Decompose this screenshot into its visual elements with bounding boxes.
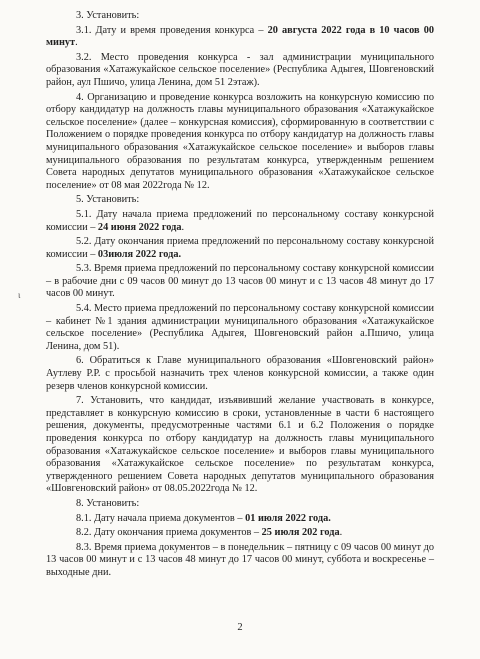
paragraph-text: 5.4. Место приема предложений по персональному составу конкурсной комиссии – кабинет №1 здания администрации муниципального образования «Хатажукайское сельское поселение» (Республика Адыгея, Шовгеновский район а.Пшичо, улица Ленина, дом 51). bbox=[46, 303, 434, 352]
paragraph-p9 bbox=[46, 303, 434, 353]
paragraph-text: 8.3. Время приема документов – в понедельник – пятницу с 09 часов 00 минут до 13 часов 00 минут и с 13 часов 48 минут до 17 часов 00 минут, суббота и воскресенье – выходные дни. bbox=[46, 541, 434, 578]
paragraph-text: 6. Обратиться к Главе муниципального образования «Шовгеновский район» Аутлеву Р.Р. с просьбой назначить трех членов конкурсной комиссии, а также один резерв членов конкурсной комиссии. bbox=[46, 355, 434, 392]
paragraph-p14 bbox=[46, 527, 434, 540]
paragraph-text: 03июля 2022 года. bbox=[97, 248, 182, 260]
paragraph-p1 bbox=[46, 10, 434, 23]
paragraph-text: 5.3. Время приема предложений по персональному составу конкурсной комиссии – в рабочие дни с 09 часов 00 минут до 13 часов 00 минут и с 13 часов 48 минут до 17 часов 00 минут. bbox=[46, 263, 434, 300]
paragraph-p15 bbox=[46, 542, 434, 580]
paragraph-text: . bbox=[75, 37, 78, 49]
paragraph-p11 bbox=[46, 395, 434, 496]
paragraph-text: 5.1. Дату начала приема предложений по персональному составу конкурсной комиссии – bbox=[46, 208, 434, 233]
paragraph-p5 bbox=[46, 194, 434, 207]
paragraph-p6 bbox=[46, 209, 434, 234]
document-body bbox=[46, 10, 434, 582]
paragraph-text: 20 августа 2022 года в 10 часов 00 минут bbox=[46, 24, 435, 49]
paragraph-p12 bbox=[46, 498, 434, 511]
paragraph-text: . bbox=[181, 221, 185, 233]
paragraph-text: 01 июля 2022 года. bbox=[245, 512, 331, 524]
paragraph-text: 8.2. Дату окончания приема документов – bbox=[76, 527, 262, 539]
paragraph-p4 bbox=[46, 92, 434, 193]
paragraph-p10 bbox=[46, 355, 434, 393]
page-number: 2 bbox=[237, 622, 243, 633]
paragraph-p13 bbox=[46, 513, 434, 526]
paragraph-text: 8. Установить: bbox=[76, 497, 140, 509]
paragraph-text: 7. Установить, что кандидат, изъявивший желание участвовать в конкурсе, представляет в конкурсную комиссию в сроки, установленные в части 6 настоящего решения, документы, предусмотренные частями 6.1 и 6.2 Положения о порядке проведения конкурса по отбору кандидатур на должность главы муниципального образования «Хатажукайское сельское поселение» и выборов главы муниципального образования «Хатажукайское сельское поселение» по результатам конкурса, утвержденного решением Совета народных депутатов муниципального образования «Шовгеновский район» от 08.05.2022года № 12. bbox=[46, 395, 434, 495]
paragraph-p2 bbox=[46, 25, 434, 50]
paragraph-text: 3. Установить: bbox=[76, 10, 140, 21]
paragraph-p8 bbox=[46, 263, 434, 301]
paragraph-text: 25 июля 202 года bbox=[261, 527, 340, 539]
margin-mark: ι bbox=[18, 290, 21, 300]
paragraph-text: 4. Организацию и проведение конкурса возложить на конкурсную комиссию по отбору кандидатур на должность главы муниципального образования «Хатажукайское сельское поселение» (далее – конкурсная комиссия), сформированную в соответствии с Положением о порядке проведения конкурса по отбору кандидатур на должность главы муниципального образования «Хатажукайское сельское поселение» и выборов главы муниципального образования по результатам конкурса, утвержденным решением Совета народных депутатов муниципального образования «Хатажукайское сельское поселение» от 08 мая 2022года № 12. bbox=[46, 91, 434, 191]
paragraph-text: 24 июня 2022 года bbox=[97, 221, 182, 233]
paragraph-text: 8.1. Дату начала приема документов – bbox=[76, 512, 246, 524]
paragraph-text: . bbox=[339, 527, 343, 539]
paragraph-text: 5. Установить: bbox=[76, 194, 140, 206]
paragraph-p3 bbox=[46, 52, 434, 90]
paragraph-text: 3.1. Дату и время проведения конкурса – bbox=[76, 24, 268, 36]
paragraph-text: 3.2. Место проведения конкурса - зал администрации муниципального образования «Хатажукайское сельское поселение» (Республика Адыгея, Шовгеновский район, аул Пшичо, улица Ленина, дом 51 2этаж). bbox=[46, 51, 434, 88]
paragraph-p7 bbox=[46, 236, 434, 261]
paragraph-text: 5.2. Дату окончания приема предложений по персональному составу конкурсной комиссии – bbox=[46, 236, 434, 260]
